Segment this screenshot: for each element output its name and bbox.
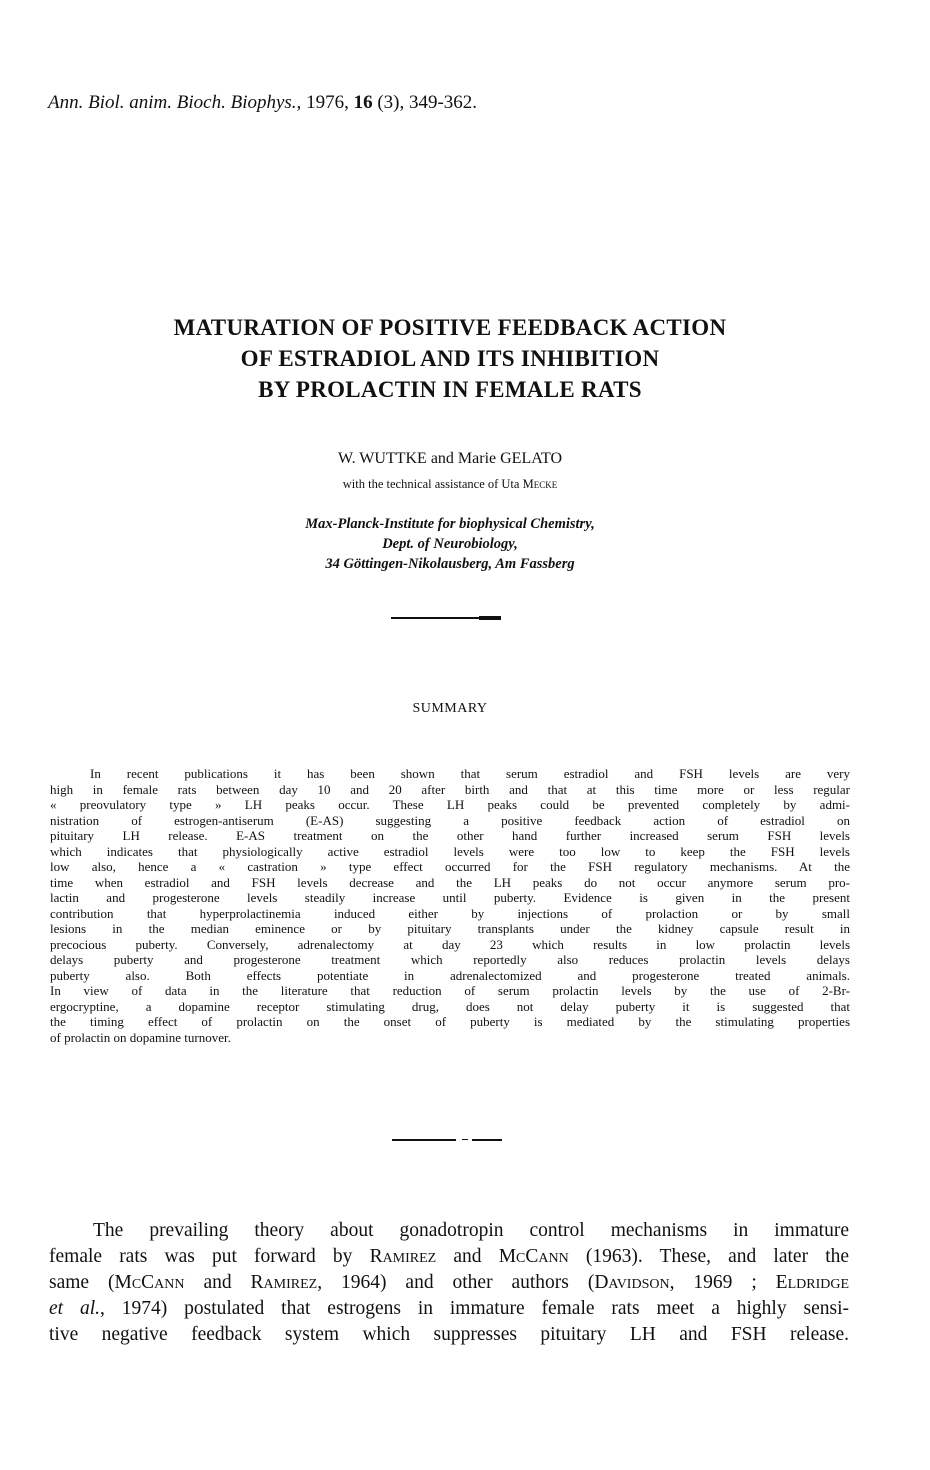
body-text: , 1964) and other authors (: [317, 1272, 595, 1293]
assistant-name: Mecke: [522, 477, 558, 491]
cited-author: Eldridge: [775, 1272, 850, 1293]
summary-line: of prolactin on dopamine turnover.: [50, 1029, 231, 1045]
technical-assistance: [60, 477, 840, 492]
author-list: W. WUTTKE and Marie GELATO: [337, 450, 563, 467]
affiliation: [60, 514, 840, 574]
body-line: [49, 1296, 849, 1322]
summary-text: [50, 766, 850, 1045]
body-text: same (: [49, 1272, 115, 1293]
affiliation-line: Max-Planck-Institute for biophysical Chemistry,: [305, 516, 595, 532]
journal-pages: (3), 349-362.: [377, 92, 478, 113]
affiliation-line: 34 Göttingen-Nikolausberg, Am Fassberg: [325, 556, 575, 572]
journal-volume: 16: [353, 92, 373, 113]
journal-name: Ann. Biol. anim. Bioch. Biophys.,: [48, 92, 302, 113]
summary-line: low also, hence a « castration » type effect occurred for the FSH regulatory mechanisms. At the: [50, 859, 850, 874]
paper-title: [60, 312, 840, 405]
body-line: The prevailing theory about gonadotropin control mechanisms in immature: [93, 1220, 849, 1241]
summary-line: pituitary LH release. E-AS treatment on the other hand further increased serum FSH levels: [50, 828, 850, 843]
summary-line: which indicates that physiologically active estradiol levels were too low to keep the FSH levels: [50, 843, 850, 859]
cited-author: Ramirez: [250, 1272, 318, 1293]
cited-author: McCann: [498, 1246, 569, 1267]
summary-line: contribution that hyperprolactinemia induced either by injections of prolaction or by small: [50, 905, 850, 921]
journal-year: 1976,: [306, 92, 349, 113]
affiliation-line: Dept. of Neurobiology,: [382, 536, 518, 552]
section-divider: [392, 1139, 502, 1141]
summary-line: high in female rats between day 10 and 20 after birth and that at this time more or less regular: [50, 781, 850, 797]
divider-segment: [462, 1139, 468, 1140]
body-line: [49, 1270, 849, 1296]
summary-line: precocious puberty. Conversely, adrenalectomy at day 23 which results in low prolactin levels: [50, 936, 850, 952]
summary-heading: SUMMARY: [412, 701, 488, 716]
summary-line: the timing effect of prolactin on the onset of puberty is mediated by the stimulating properties: [50, 1014, 850, 1029]
summary-line: « preovulatory type » LH peaks occur. These LH peaks could be prevented completely by admi-: [50, 797, 850, 812]
title-line: OF ESTRADIOL AND ITS INHIBITION: [240, 346, 660, 371]
body-text: , 1974) postulated that estrogens in immature female rats meet a highly sensi-: [100, 1298, 849, 1319]
title-line: MATURATION OF POSITIVE FEEDBACK ACTION: [173, 315, 727, 340]
summary-line: lesions in the median eminence or by pituitary transplants under the kidney capsule result in: [50, 921, 850, 936]
summary-line: delays puberty and progesterone treatment which reportedly also reduces prolactin levels delays: [50, 952, 850, 967]
summary-line: puberty also. Both effects potentiate in adrenalectomized and progesterone treated animals.: [50, 967, 850, 983]
body-text: female rats was put forward by: [49, 1246, 353, 1267]
summary-line: ergocryptine, a dopamine receptor stimulating drug, does not delay puberty it is suggested that: [50, 998, 850, 1014]
divider-segment: [392, 1139, 456, 1141]
body-text: and: [453, 1246, 482, 1267]
title-line: BY PROLACTIN IN FEMALE RATS: [258, 377, 642, 402]
divider-segment: [472, 1139, 502, 1141]
cited-author: McCann: [114, 1272, 185, 1293]
section-divider: [391, 617, 501, 619]
journal-citation: [48, 92, 477, 114]
body-text: (1963). These, and later the: [585, 1246, 850, 1267]
et-al: et al.: [49, 1298, 100, 1319]
cited-author: Ramirez: [369, 1246, 437, 1267]
summary-line: In view of data in the literature that reduction of serum prolactin levels by the use of 2-Br-: [50, 983, 850, 998]
body-text: and: [203, 1272, 232, 1293]
summary-line: lactin and progesterone levels steadily increase until puberty. Evidence is given in the present: [50, 890, 850, 905]
body-text: , 1969 ;: [669, 1272, 757, 1293]
body-line: tive negative feedback system which suppresses pituitary LH and FSH release.: [49, 1324, 849, 1345]
assistance-prefix: with the technical assistance of Uta: [342, 477, 520, 491]
summary-line: time when estradiol and FSH levels decrease and the LH peaks do not occur anymore serum pro-: [50, 874, 850, 890]
body-paragraph: [49, 1218, 849, 1348]
cited-author: Davidson: [594, 1272, 670, 1293]
body-line: [49, 1244, 849, 1270]
summary-line: nistration of estrogen-antiserum (E-AS) suggesting a positive feedback action of estradiol on: [50, 812, 850, 828]
summary-line: In recent publications it has been shown that serum estradiol and FSH levels are very: [90, 766, 850, 781]
